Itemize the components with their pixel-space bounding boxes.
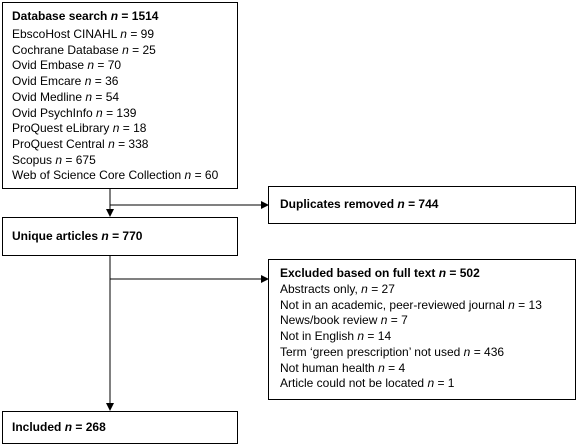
exclusion-reason-row-name: Article could not be located — [280, 376, 425, 391]
source-row-count: = 60 — [194, 168, 219, 183]
exclusion-reason-row-count: = 13 — [518, 297, 542, 312]
source-row-name: Ovid Medline — [12, 89, 83, 104]
source-row-name: ProQuest eLibrary — [12, 121, 110, 136]
source-row — [12, 58, 121, 74]
source-row — [12, 43, 156, 59]
n-symbol: n — [112, 121, 120, 136]
exclusion-reason-row — [280, 282, 395, 298]
source-row-name: EbscoHost CINAHL — [12, 27, 117, 41]
exclusion-reason-row-name: Abstracts only, — [280, 282, 358, 296]
database-search-box — [2, 2, 238, 189]
source-row — [12, 74, 118, 90]
exclusion-reason-row — [280, 298, 542, 314]
included-text — [12, 420, 106, 436]
n-symbol: n — [378, 360, 385, 375]
duplicates-count: = 744 — [408, 197, 439, 211]
source-row-name: Ovid Emcare — [12, 74, 82, 89]
n-symbol: n — [55, 152, 63, 167]
exclusion-reason-row — [280, 345, 504, 361]
source-row-name: Scopus — [12, 152, 53, 167]
source-row-count: = 70 — [97, 58, 122, 73]
duplicates-label: Duplicates removed — [280, 197, 395, 211]
exclusion-reason-row-name: Not in English — [280, 329, 355, 344]
n-symbol: n — [108, 136, 115, 151]
exclusion-reason-row — [280, 361, 405, 377]
n-symbol: n — [438, 266, 447, 280]
n-symbol: n — [184, 168, 192, 183]
excluded-title — [280, 266, 480, 282]
excluded-box — [268, 259, 576, 400]
source-row — [12, 153, 96, 169]
n-symbol: n — [122, 42, 129, 57]
n-symbol: n — [110, 9, 119, 23]
n-symbol: n — [64, 420, 73, 434]
included-count: = 268 — [75, 420, 106, 434]
source-row-name: Ovid Embase — [12, 58, 85, 73]
n-symbol: n — [96, 105, 103, 120]
n-symbol: n — [427, 376, 435, 391]
exclusion-reason-row — [280, 313, 408, 329]
exclusion-reason-row-name: News/book review — [280, 313, 378, 328]
source-row-name: Web of Science Core Collection — [12, 168, 182, 183]
n-symbol: n — [397, 197, 405, 211]
excluded-label: Excluded based on full text — [280, 266, 436, 280]
source-row — [12, 121, 146, 137]
source-row-count: = 338 — [118, 136, 149, 151]
source-row — [12, 90, 119, 106]
n-symbol: n — [84, 74, 92, 89]
source-row-count: = 54 — [95, 89, 120, 104]
exclusion-reason-row — [280, 376, 454, 392]
exclusion-reason-row-name: Not in an academic, peer-reviewed journal — [280, 297, 505, 312]
exclusion-reason-row-count: = 27 — [371, 282, 395, 296]
source-row-count: = 139 — [106, 105, 137, 120]
n-symbol: n — [361, 282, 368, 296]
database-search-total: = 1514 — [121, 9, 159, 23]
exclusion-reason-row-count: = 4 — [388, 360, 406, 375]
source-row-name: Cochrane Database — [12, 42, 119, 57]
unique-articles-text — [12, 229, 142, 245]
included-label: Included — [12, 420, 62, 434]
n-symbol: n — [101, 229, 109, 243]
source-row-count: = 18 — [122, 121, 147, 136]
database-search-title — [12, 9, 158, 25]
n-symbol: n — [120, 27, 127, 41]
source-row — [12, 27, 154, 43]
excluded-count: = 502 — [449, 266, 480, 280]
exclusion-reason-row-name: Not human health — [280, 360, 375, 375]
source-row-name: ProQuest Central — [12, 136, 105, 151]
source-row-count: = 99 — [130, 27, 155, 41]
exclusion-reason-row — [280, 329, 391, 345]
source-row-count: = 25 — [132, 42, 156, 57]
exclusion-reason-row-count: = 14 — [367, 329, 392, 344]
n-symbol: n — [357, 329, 365, 344]
source-row-count: = 675 — [65, 152, 96, 167]
source-row — [12, 137, 148, 153]
unique-articles-box — [2, 217, 238, 256]
included-box — [2, 411, 238, 444]
exclusion-reason-row-count: = 7 — [390, 313, 408, 328]
source-row — [12, 106, 136, 122]
exclusion-reason-row-count: = 436 — [473, 344, 505, 359]
source-row — [12, 168, 218, 184]
duplicates-removed-text — [280, 197, 438, 213]
database-search-label: Database search — [12, 9, 108, 23]
exclusion-reason-row-name: Term ‘green prescription’ not used — [280, 344, 461, 359]
n-symbol: n — [463, 344, 471, 359]
source-row-name: Ovid PsychInfo — [12, 105, 93, 120]
n-symbol: n — [87, 58, 95, 73]
unique-label: Unique articles — [12, 229, 99, 243]
n-symbol: n — [380, 313, 388, 328]
n-symbol: n — [508, 297, 515, 312]
duplicates-removed-box — [268, 186, 576, 224]
n-symbol: n — [85, 89, 93, 104]
exclusion-reason-row-count: = 1 — [437, 376, 455, 391]
unique-count: = 770 — [112, 229, 143, 243]
source-row-count: = 36 — [94, 74, 119, 89]
